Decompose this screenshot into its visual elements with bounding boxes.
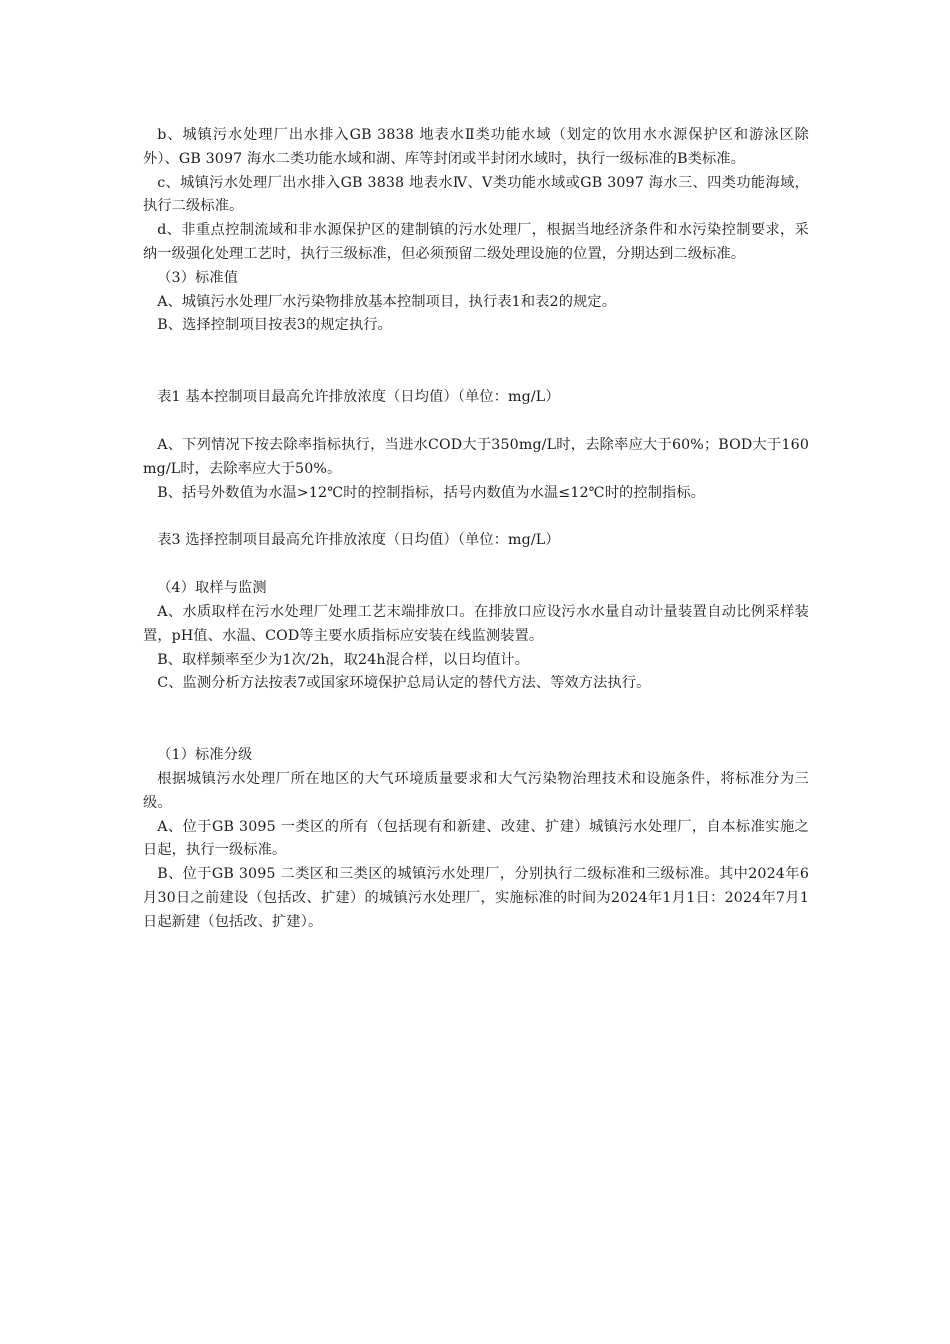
document-page — [143, 124, 809, 935]
spacer — [143, 696, 809, 744]
paragraph-classification-intro: 根据城镇污水处理厂所在地区的大气环境质量要求和大气污染物治理技术和设施条件，将标准分为三级。 — [143, 770, 809, 811]
paragraph-sampling-frequency: B、取样频率至少为1次/2h，取24h混合样，以日均值计。 — [157, 651, 530, 668]
heading-sampling-monitoring: （4）取样与监测 — [157, 580, 267, 597]
spacer — [143, 410, 809, 434]
paragraph-sampling-location: A、水质取样在污水处理厂处理工艺末端排放口。在排放口应设污水水量自动计量装置自动比例采样装置，pH值、水温、COD等主要水质指标应安装在线监测装置。 — [143, 603, 809, 644]
note-water-temperature: B、括号外数值为水温>12℃时的控制指标，括号内数值为水温≤12℃时的控制指标。 — [157, 484, 706, 501]
paragraph-d-township-plants: d、非重点控制流域和非水源保护区的建制镇的污水处理厂，根据当地经济条件和水污染控制要求，采纳一级强化处理工艺时，执行三级标准，但必须预留二级处理设施的位置，分期达到二级标准。 — [143, 222, 809, 262]
paragraph-c-class-waters: c、城镇污水处理厂出水排入GB 3838 地表水Ⅳ、Ⅴ类功能水域或GB 3097 海水三、四类功能海域，执行二级标准。 — [143, 174, 809, 215]
heading-standard-classification: （1）标准分级 — [157, 747, 253, 764]
paragraph-selected-control-items: B、选择控制项目按表3的规定执行。 — [157, 317, 393, 334]
spacer — [143, 553, 809, 577]
caption-table-3: 表3 选择控制项目最高允许排放浓度（日均值）（单位：mg/L） — [157, 532, 560, 549]
paragraph-basic-control-items: A、城镇污水处理厂水污染物排放基本控制项目，执行表1和表2的规定。 — [157, 293, 617, 310]
paragraph-b-class-waters: b、城镇污水处理厂出水排入GB 3838 地表水Ⅱ类功能水域（划定的饮用水水源保护区和游泳区除外）、GB 3097 海水二类功能水域和湖、库等封闭或半封闭水域时，执行一级标准的B类标准。 — [143, 127, 809, 167]
note-removal-rate: A、下列情况下按去除率指标执行，当进水COD大于350mg/L时，去除率应大于60%；BOD大于160mg/L时，去除率应大于50%。 — [143, 436, 809, 477]
paragraph-class-two-three-area: B、位于GB 3095 二类区和三类区的城镇污水处理厂，分别执行二级标准和三级标准。其中2024年6月30日之前建设（包括改、扩建）的城镇污水处理厂，实施标准的时间为2024年1月1日：2024年7月1日起新建（包括改、扩建）。 — [143, 866, 809, 930]
paragraph-analysis-methods: C、监测分析方法按表7或国家环境保护总局认定的替代方法、等效方法执行。 — [157, 675, 651, 692]
caption-table-1: 表1 基本控制项目最高允许排放浓度（日均值）（单位：mg/L） — [157, 389, 560, 406]
spacer — [143, 505, 809, 529]
heading-standard-values: （3）标准值 — [157, 269, 239, 286]
paragraph-class-one-area: A、位于GB 3095 一类区的所有（包括现有和新建、改建、扩建）城镇污水处理厂，自本标准实施之日起，执行一级标准。 — [143, 818, 809, 859]
spacer — [143, 338, 809, 386]
